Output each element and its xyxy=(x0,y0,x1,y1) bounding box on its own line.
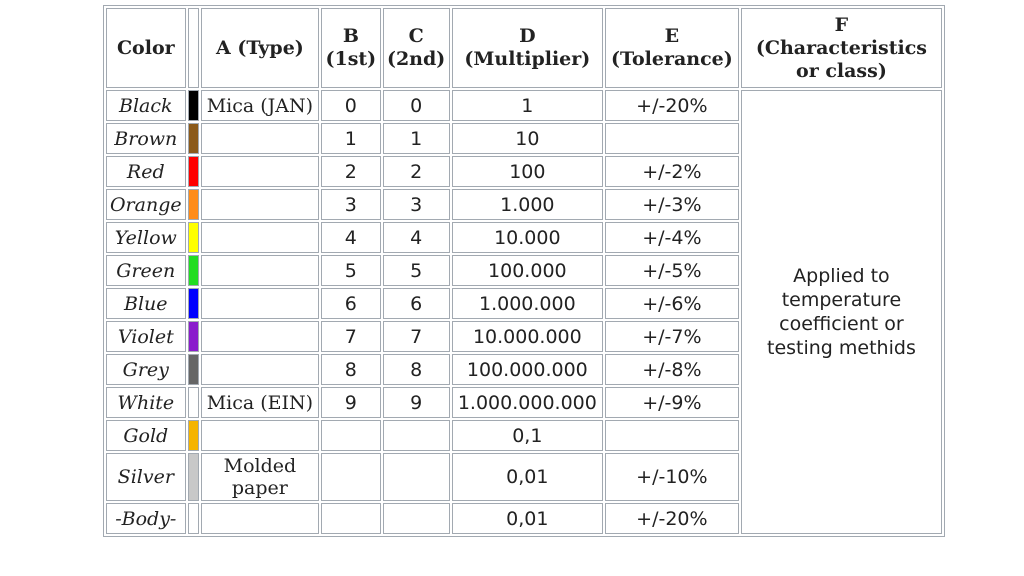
color-name: White xyxy=(106,387,186,418)
header-b-line2: (1st) xyxy=(325,48,377,70)
type-cell xyxy=(201,321,320,352)
color-swatch xyxy=(189,124,198,153)
color-swatch xyxy=(189,256,198,285)
color-swatch-cell xyxy=(188,420,199,451)
first-digit-cell: 5 xyxy=(321,255,380,286)
color-swatch xyxy=(189,157,198,186)
color-name: -Body- xyxy=(106,503,186,534)
color-swatch-cell xyxy=(188,222,199,253)
multiplier-cell: 1.000 xyxy=(452,189,603,220)
color-code-table xyxy=(103,5,945,537)
type-cell xyxy=(201,503,320,534)
color-name: Orange xyxy=(106,189,186,220)
type-cell xyxy=(201,288,320,319)
header-e-line2: (Tolerance) xyxy=(611,48,733,70)
second-digit-cell: 9 xyxy=(383,387,450,418)
type-cell: Mica (EIN) xyxy=(201,387,320,418)
type-cell xyxy=(201,222,320,253)
color-name: Gold xyxy=(106,420,186,451)
color-swatch xyxy=(189,355,198,384)
header-b-line1: B xyxy=(342,25,359,47)
header-f-line1: F xyxy=(834,13,849,36)
second-digit-cell xyxy=(383,503,450,534)
first-digit-cell xyxy=(321,420,380,451)
color-name: Grey xyxy=(106,354,186,385)
tolerance-cell: +/-2% xyxy=(605,156,739,187)
color-name: Yellow xyxy=(106,222,186,253)
color-swatch-cell xyxy=(188,453,199,501)
color-swatch xyxy=(189,388,198,417)
color-swatch-cell xyxy=(188,189,199,220)
multiplier-cell: 10.000.000 xyxy=(452,321,603,352)
second-digit-cell: 5 xyxy=(383,255,450,286)
tolerance-cell: +/-4% xyxy=(605,222,739,253)
first-digit-cell xyxy=(321,503,380,534)
color-swatch xyxy=(189,91,198,120)
header-swatch xyxy=(188,8,199,88)
first-digit-cell: 2 xyxy=(321,156,380,187)
tolerance-cell: +/-20% xyxy=(605,503,739,534)
type-line1: Molded xyxy=(223,455,297,477)
tolerance-cell: +/-8% xyxy=(605,354,739,385)
color-swatch xyxy=(189,223,198,252)
multiplier-cell: 1.000.000.000 xyxy=(452,387,603,418)
first-digit-cell: 4 xyxy=(321,222,380,253)
second-digit-cell: 7 xyxy=(383,321,450,352)
first-digit-cell: 7 xyxy=(321,321,380,352)
header-a-text: A (Type) xyxy=(215,36,304,59)
type-cell xyxy=(201,123,320,154)
color-swatch xyxy=(189,322,198,351)
header-f-line3: or class) xyxy=(796,59,887,82)
second-digit-cell: 2 xyxy=(383,156,450,187)
type-cell xyxy=(201,255,320,286)
multiplier-cell: 1.000.000 xyxy=(452,288,603,319)
header-f-characteristics xyxy=(741,8,942,88)
header-e-line1: E xyxy=(664,25,680,47)
characteristics-cell xyxy=(741,90,942,534)
tolerance-cell: +/-5% xyxy=(605,255,739,286)
multiplier-cell: 10.000 xyxy=(452,222,603,253)
color-swatch-cell xyxy=(188,503,199,534)
multiplier-cell: 1 xyxy=(452,90,603,121)
color-swatch-cell xyxy=(188,387,199,418)
header-c-line2: (2nd) xyxy=(386,48,446,70)
color-swatch-cell xyxy=(188,156,199,187)
color-name: Red xyxy=(106,156,186,187)
header-e-tolerance xyxy=(605,8,739,88)
tolerance-cell: +/-9% xyxy=(605,387,739,418)
multiplier-cell: 0,01 xyxy=(452,503,603,534)
second-digit-cell: 4 xyxy=(383,222,450,253)
header-color-text: Color xyxy=(116,36,175,59)
color-swatch-cell xyxy=(188,288,199,319)
header-f-line2: (Characteristics xyxy=(755,36,928,59)
tolerance-cell: +/-7% xyxy=(605,321,739,352)
tolerance-cell: +/-6% xyxy=(605,288,739,319)
tolerance-cell: +/-20% xyxy=(605,90,739,121)
characteristics-line1: Applied to xyxy=(793,265,890,287)
tolerance-cell: +/-10% xyxy=(605,453,739,501)
multiplier-cell: 100.000.000 xyxy=(452,354,603,385)
second-digit-cell xyxy=(383,453,450,501)
tolerance-cell xyxy=(605,420,739,451)
type-cell xyxy=(201,420,320,451)
first-digit-cell: 3 xyxy=(321,189,380,220)
header-color xyxy=(106,8,186,88)
type-cell xyxy=(201,189,320,220)
color-name: Violet xyxy=(106,321,186,352)
tolerance-cell: +/-3% xyxy=(605,189,739,220)
color-swatch xyxy=(189,454,198,500)
header-d-line1: D xyxy=(519,25,536,47)
color-swatch-cell xyxy=(188,90,199,121)
first-digit-cell: 6 xyxy=(321,288,380,319)
first-digit-cell: 1 xyxy=(321,123,380,154)
tolerance-cell xyxy=(605,123,739,154)
second-digit-cell: 1 xyxy=(383,123,450,154)
color-swatch xyxy=(189,289,198,318)
header-c-second xyxy=(383,8,450,88)
header-c-line1: C xyxy=(408,25,424,47)
type-cell xyxy=(201,354,320,385)
color-name: Blue xyxy=(106,288,186,319)
multiplier-cell: 10 xyxy=(452,123,603,154)
second-digit-cell xyxy=(383,420,450,451)
header-d-multiplier xyxy=(452,8,603,88)
multiplier-cell: 0,1 xyxy=(452,420,603,451)
color-name: Green xyxy=(106,255,186,286)
multiplier-cell: 0,01 xyxy=(452,453,603,501)
color-name: Silver xyxy=(106,453,186,501)
multiplier-cell: 100.000 xyxy=(452,255,603,286)
characteristics-line4: testing methids xyxy=(767,337,916,359)
second-digit-cell: 6 xyxy=(383,288,450,319)
color-swatch-cell xyxy=(188,255,199,286)
type-cell: Mica (JAN) xyxy=(201,90,320,121)
characteristics-line2: temperature xyxy=(781,289,902,311)
color-swatch-cell xyxy=(188,354,199,385)
second-digit-cell: 0 xyxy=(383,90,450,121)
type-cell xyxy=(201,453,320,501)
color-swatch-cell xyxy=(188,123,199,154)
type-cell xyxy=(201,156,320,187)
color-swatch xyxy=(189,421,198,450)
header-a-type xyxy=(201,8,320,88)
first-digit-cell: 9 xyxy=(321,387,380,418)
color-swatch xyxy=(189,190,198,219)
second-digit-cell: 8 xyxy=(383,354,450,385)
header-d-line2: (Multiplier) xyxy=(464,48,591,70)
first-digit-cell: 0 xyxy=(321,90,380,121)
characteristics-line3: coefficient or xyxy=(779,313,904,335)
second-digit-cell: 3 xyxy=(383,189,450,220)
color-name: Black xyxy=(106,90,186,121)
multiplier-cell: 100 xyxy=(452,156,603,187)
header-row xyxy=(106,8,942,88)
color-swatch xyxy=(189,504,198,533)
first-digit-cell xyxy=(321,453,380,501)
type-line2: paper xyxy=(231,477,288,499)
color-swatch-cell xyxy=(188,321,199,352)
header-b-first xyxy=(321,8,380,88)
table-row-black xyxy=(106,90,942,121)
first-digit-cell: 8 xyxy=(321,354,380,385)
color-name: Brown xyxy=(106,123,186,154)
